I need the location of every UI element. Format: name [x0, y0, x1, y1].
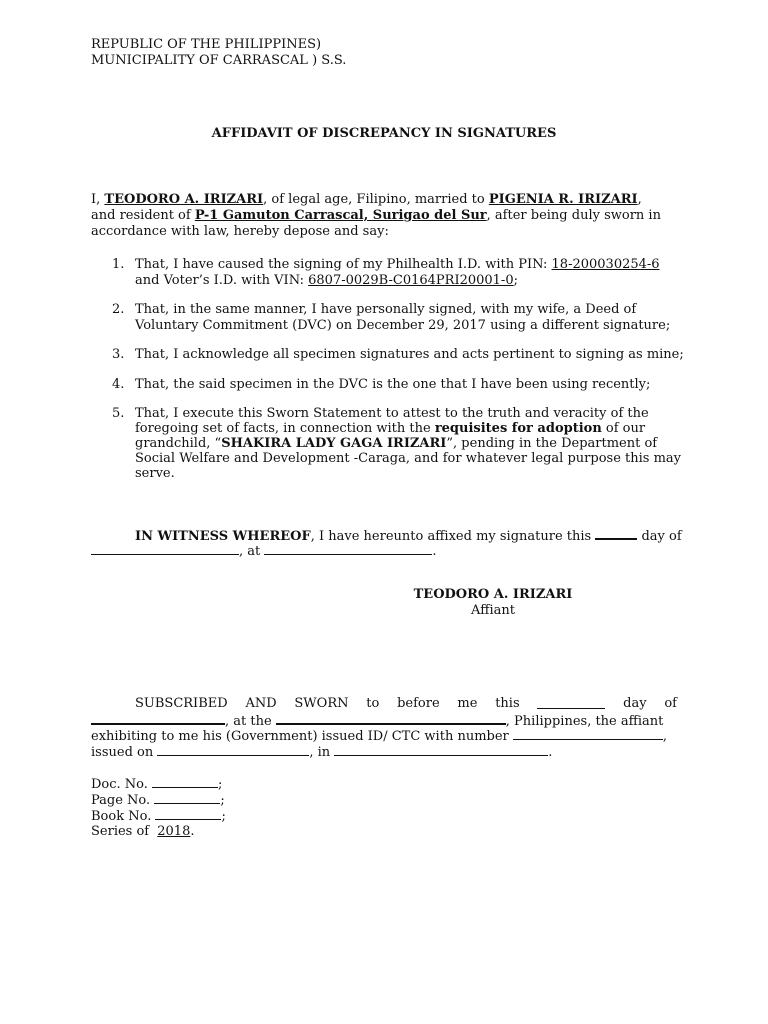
intro-line-2: and resident of P-1 Gamuton Carrascal, Surigao del Sur, after being duly sworn in — [91, 208, 661, 223]
jurat-line-1: SUBSCRIBED AND SWORN to before me this day of — [135, 696, 677, 711]
item-number: 3. — [112, 347, 125, 362]
item-5-line-2: foregoing set of facts, in connection with the requisites for adoption of our — [135, 421, 646, 436]
item-5-line-5: serve. — [135, 466, 175, 481]
item-number: 5. — [112, 406, 125, 421]
affiant-name: TEODORO A. IRIZARI — [104, 192, 264, 207]
voter-vin: 6807-0029B-C0164PRI20001-0 — [308, 273, 514, 288]
jurat-day-blank[interactable] — [537, 696, 605, 709]
signatory-name: TEODORO A. IRIZARI — [413, 587, 573, 602]
item-3-line-1: That, I acknowledge all specimen signatures and acts pertinent to signing as mine; — [135, 347, 684, 362]
jurat-line-4: issued on , in . — [91, 745, 553, 760]
month-year-blank[interactable] — [91, 543, 239, 555]
spouse-name: PIGENIA R. IRIZARI — [488, 192, 638, 207]
item-1-line-1: That, I have caused the signing of my Philhealth I.D. with PIN: 18-200030254-6 — [135, 257, 660, 272]
venue-line-1: REPUBLIC OF THE PHILIPPINES) — [91, 37, 322, 52]
page-no-line: Page No. ; — [91, 793, 225, 808]
item-5-line-1: That, I execute this Sworn Statement to attest to the truth and veracity of the — [135, 406, 649, 421]
page-no-blank[interactable] — [154, 792, 220, 804]
address: P-1 Gamuton Carrascal, Surigao del Sur — [194, 208, 487, 223]
jurat-place-blank[interactable] — [276, 712, 506, 725]
intro-line-3: accordance with law, hereby depose and say: — [91, 224, 389, 239]
book-no-blank[interactable] — [155, 808, 221, 820]
item-5-line-4: Social Welfare and Development -Caraga, and for whatever legal purpose this may — [135, 451, 682, 466]
philhealth-pin: 18-200030254-6 — [551, 257, 660, 272]
book-no-line: Book No. ; — [91, 809, 226, 824]
series-year: 2018 — [157, 824, 191, 839]
doc-no-blank[interactable] — [152, 776, 218, 788]
document-title: AFFIDAVIT OF DISCREPANCY IN SIGNATURES — [211, 126, 557, 141]
witness-line-1: IN WITNESS WHEREOF, I have hereunto affixed my signature this day of — [135, 529, 682, 544]
item-4-line-1: That, the said specimen in the DVC is the one that I have been using recently; — [135, 377, 651, 392]
venue-line-2: MUNICIPALITY OF CARRASCAL ) S.S. — [91, 53, 347, 68]
witness-lead: IN WITNESS WHEREOF — [135, 529, 311, 544]
requisites-phrase: requisites for adoption — [434, 421, 602, 436]
issued-on-blank[interactable] — [157, 744, 309, 756]
place-blank[interactable] — [264, 543, 432, 555]
jurat-line-3: exhibiting to me his (Government) issued ID/ CTC with number , — [91, 729, 668, 744]
item-2-line-2: Voluntary Commitment (DVC) on December 29, 2017 using a different signature; — [135, 318, 671, 333]
witness-line-2: , at . — [91, 543, 437, 560]
issued-at-blank[interactable] — [334, 744, 548, 756]
item-number: 1. — [112, 257, 125, 272]
id-number-blank[interactable] — [513, 728, 663, 740]
item-1-line-2: and Voter’s I.D. with VIN: 6807-0029B-C0164PRI20001-0; — [135, 273, 518, 288]
doc-no-line: Doc. No. ; — [91, 777, 223, 792]
grandchild-name: SHAKIRA LADY GAGA IRIZARI — [221, 436, 447, 451]
intro-line-1: I, TEODORO A. IRIZARI, of legal age, Filipino, married to PIGENIA R. IRIZARI, — [91, 192, 642, 207]
item-2-line-1: That, in the same manner, I have personally signed, with my wife, a Deed of — [135, 302, 637, 317]
day-blank[interactable] — [595, 527, 637, 540]
item-number: 4. — [112, 377, 125, 392]
jurat-date-blank[interactable] — [91, 712, 225, 725]
signatory-role: Affiant — [471, 603, 515, 618]
jurat-line-2: , at the , Philippines, the affiant — [91, 712, 663, 730]
item-5-line-3: grandchild, “SHAKIRA LADY GAGA IRIZARI”, pending in the Department of — [135, 436, 658, 451]
series-line: Series of 2018. — [91, 824, 195, 839]
item-number: 2. — [112, 302, 125, 317]
